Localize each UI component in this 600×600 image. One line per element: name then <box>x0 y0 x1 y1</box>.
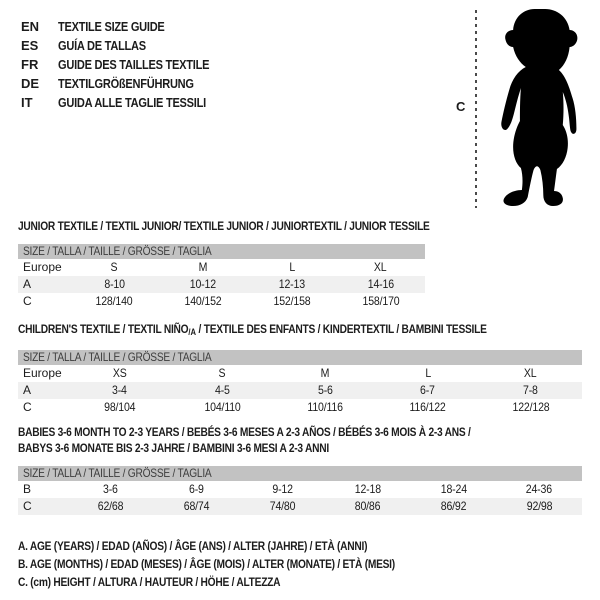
row-label: B <box>23 482 32 496</box>
language-code: ES <box>21 38 39 53</box>
age-cell: 4-5 <box>214 383 230 397</box>
junior-table-title: JUNIOR TEXTILE / TEXTIL JUNIOR/ TEXTILE JUNIOR / JUNIORTEXTIL / JUNIOR TESSILE <box>18 219 430 233</box>
height-cell: 152/158 <box>273 294 311 308</box>
size-cell: L <box>289 260 295 274</box>
subscript-a: /A <box>188 327 196 337</box>
height-measure-label: C <box>456 99 466 114</box>
age-cell: 12-18 <box>354 482 381 496</box>
footnote-age-years: A. AGE (YEARS) / EDAD (AÑOS) / ÂGE (ANS) / ALTER (JAHRE) / ETÀ (ANNI) <box>18 539 368 553</box>
age-cell: 9-12 <box>271 482 293 496</box>
size-cell: M <box>198 260 208 274</box>
size-cell: XS <box>112 366 127 380</box>
age-cell: 7-8 <box>523 383 538 397</box>
height-cell: 62/68 <box>98 499 124 513</box>
table-row-europe <box>18 365 582 382</box>
row-label: C <box>23 499 32 513</box>
footnote-height: C. (cm) HEIGHT / ALTURA / HAUTEUR / HÖHE / ALTEZZA <box>18 575 281 589</box>
language-row-it <box>21 93 236 112</box>
language-list <box>21 17 236 112</box>
language-label: GUIDA ALLE TAGLIE TESSILI <box>58 95 206 110</box>
age-cell: 6-7 <box>420 383 436 397</box>
size-cell: L <box>424 366 431 380</box>
table-row-height <box>18 293 425 310</box>
age-cell: 12-13 <box>278 277 305 291</box>
table-row-height <box>18 498 582 515</box>
legend-footnotes <box>18 537 461 591</box>
age-cell: 10-12 <box>190 277 217 291</box>
size-cell: S <box>110 260 118 274</box>
height-cell: 92/98 <box>526 499 552 513</box>
age-cell: 18-24 <box>440 482 467 496</box>
age-cell: 6-9 <box>189 482 204 496</box>
language-row-es <box>21 36 236 55</box>
height-cell: 86/92 <box>440 499 467 513</box>
height-cell: 140/152 <box>184 294 222 308</box>
language-row-en <box>21 17 236 36</box>
language-code: FR <box>21 57 39 72</box>
language-row-fr <box>21 55 236 74</box>
height-cell: 104/110 <box>204 400 241 414</box>
table-row-age <box>18 276 425 293</box>
language-label: GUÍA DE TALLAS <box>58 38 146 53</box>
language-label: GUIDE DES TAILLES TEXTILE <box>58 57 210 72</box>
row-label: A <box>23 383 32 397</box>
age-cell: 3-6 <box>103 482 119 496</box>
size-header-bar: SIZE / TALLA / TAILLE / GRÖSSE / TAGLIA <box>18 350 582 365</box>
height-dashed-line-icon <box>475 10 477 208</box>
height-cell: 74/80 <box>269 499 295 513</box>
height-cell: 80/86 <box>355 499 381 513</box>
height-cell: 158/170 <box>362 294 400 308</box>
age-cell: 8-10 <box>104 277 125 291</box>
height-cell: 68/74 <box>183 499 210 513</box>
height-cell: 128/140 <box>95 294 133 308</box>
size-header-bar: SIZE / TALLA / TAILLE / GRÖSSE / TAGLIA <box>18 466 582 481</box>
footnote-age-months: B. AGE (MONTHS) / EDAD (MESES) / ÂGE (MOIS) / ALTER (MONATE) / ETÀ (MESI) <box>18 557 395 571</box>
row-label: A <box>23 277 32 291</box>
table-row-height <box>18 399 582 416</box>
height-figure <box>450 0 600 215</box>
size-cell: XL <box>524 366 537 380</box>
age-cell: 14-16 <box>367 277 394 291</box>
age-cell: 24-36 <box>526 482 553 496</box>
language-label: TEXTILGRÖßENFÜHRUNG <box>58 76 194 91</box>
baby-silhouette-icon <box>480 8 592 208</box>
height-cell: 116/122 <box>409 400 446 414</box>
row-label: Europe <box>23 366 62 380</box>
table-row-age-months <box>18 481 582 498</box>
babies-size-table <box>18 466 582 515</box>
age-cell: 3-4 <box>112 383 127 397</box>
children-size-table <box>18 350 582 416</box>
junior-size-table <box>18 244 425 310</box>
language-code: DE <box>21 76 40 91</box>
size-header-bar: SIZE / TALLA / TAILLE / GRÖSSE / TAGLIA <box>18 244 425 259</box>
age-cell: 5-6 <box>317 383 333 397</box>
table-row-age <box>18 382 582 399</box>
size-cell: S <box>218 366 226 380</box>
height-cell: 98/104 <box>103 400 136 414</box>
height-cell: 122/128 <box>512 400 550 414</box>
children-table-title: CHILDREN'S TEXTILE / TEXTIL $NIÑO_{/A}$ / TEXTILE DES ENFANTS / KINDERTEXTIL / BAMBINI TESSILE <box>18 322 487 337</box>
row-label: C <box>23 294 32 308</box>
language-code: EN <box>21 19 40 34</box>
language-label: TEXTILE SIZE GUIDE <box>58 19 165 34</box>
table-row-europe <box>18 259 425 276</box>
row-label: C <box>23 400 32 414</box>
height-cell: 110/116 <box>307 400 343 414</box>
size-cell: XL <box>374 260 387 274</box>
babies-table-title: BABIES 3-6 MONTH TO 2-3 YEARS / BEBÉS 3-6 MESES A 2-3 AÑOS / BÉBÉS 3-6 MOIS À 2-3 ANS / BABYS 3-6 MONATE BIS 2-3 JAHRE / BAMBINI 3-6 MESI A 2-3 ANNI <box>18 425 471 455</box>
size-cell: M <box>320 366 330 380</box>
row-label: Europe <box>23 260 62 274</box>
language-code: IT <box>21 95 33 110</box>
language-row-de <box>21 74 236 93</box>
